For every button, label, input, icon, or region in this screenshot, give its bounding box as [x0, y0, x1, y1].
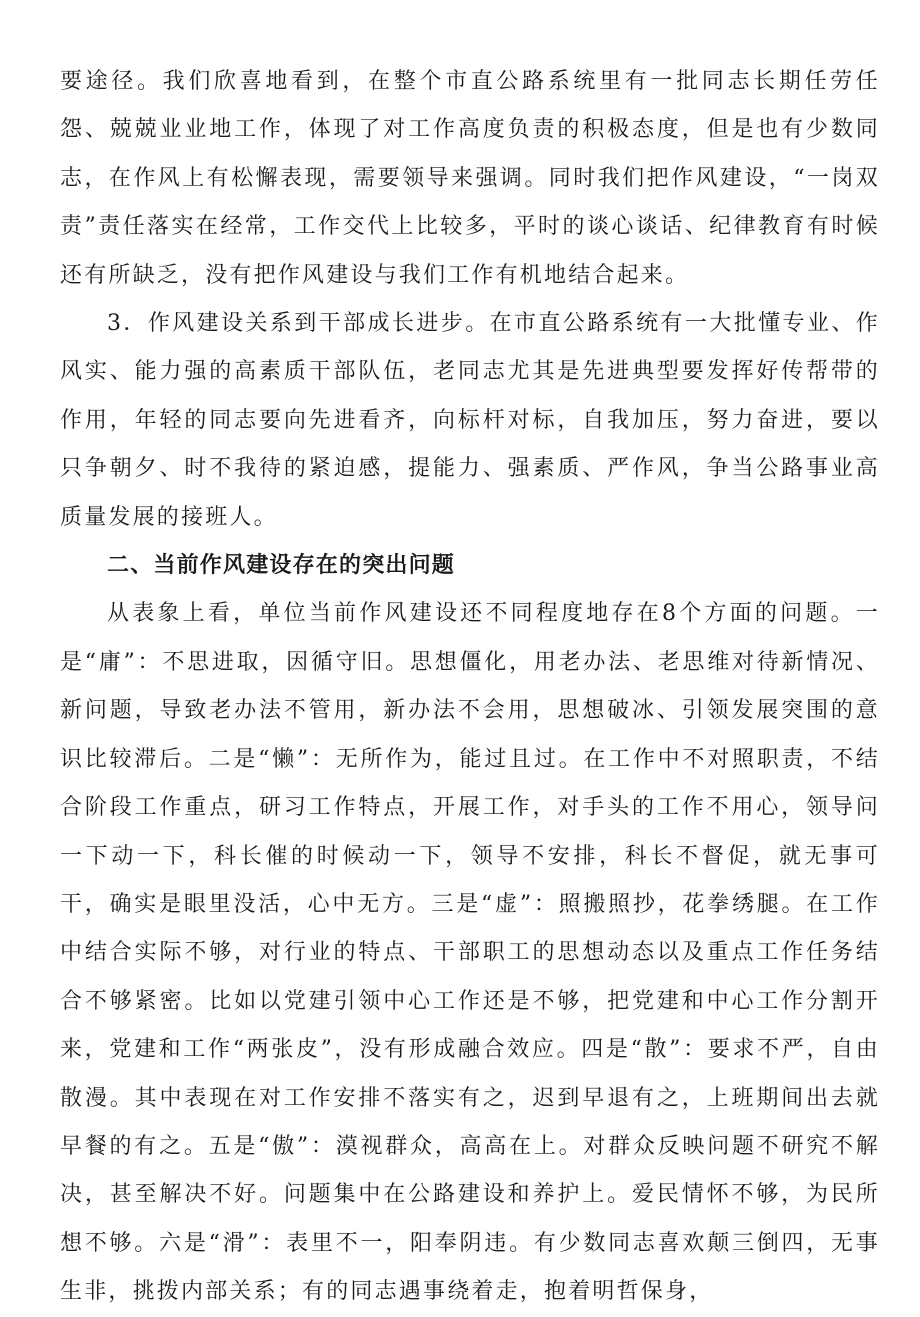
paragraph-item-3: 3．作风建设关系到干部成长进步。在市直公路系统有一大批懂专业、作风实、能力强的高素质干部队伍，老同志尤其是先进典型要发挥好传帮带的作用，年轻的同志要向先进看齐，向标杆对标，自我加压，努力奋进，要以只争朝夕、时不我待的紧迫感，提能力、强素质、严作风，争当公路事业高质量发展的接班人。	[60, 311, 880, 530]
section-heading: 二、当前作风建设存在的突出问题	[107, 553, 456, 579]
paragraph-problems: 从表象上看，单位当前作风建设还不同程度地存在8个方面的问题。一是“庸”：不思进取，因循守旧。思想僵化，用老办法、老思维对待新情况、新问题，导致老办法不管用，新办法不会用，思想破冰、引领发展突围的意识比较滞后。二是“懒”：无所作为，能过且过。在工作中不对照职责，不结合阶段工作重点，研习工作特点，开展工作，对手头的工作不用心，领导问一下动一下，科长催的时候动一下，领导不安排，科长不督促，就无事可干，确实是眼里没活，心中无方。三是“虚”：照搬照抄，花拳绣腿。在工作中结合实际不够，对行业的特点、干部职工的思想动态以及重点工作任务结合不够紧密。比如以党建引领中心工作还是不够，把党建和中心工作分割开来，党建和工作“两张皮”，没有形成融合效应。四是“散”：要求不严，自由散漫。其中表现在对工作安排不落实有之，迟到早退有之，上班期间出去就早餐的有之。五是“傲”：漠视群众，高高在上。对群众反映问题不研究不解决，甚至解决不好。问题集中在公路建设和养护上。爱民情怀不够，为民所想不够。六是“滑”：表里不一，阳奉阴违。有少数同志喜欢颠三倒四，无事生非，挑拨内部关系；有的同志遇事绕着走，抱着明哲保身，	[60, 601, 880, 1305]
document-page	[60, 58, 880, 1317]
paragraph-continuation: 要途径。我们欣喜地看到，在整个市直公路系统里有一批同志长期任劳任怨、兢兢业业地工作，体现了对工作高度负责的积极态度，但是也有少数同志，在作风上有松懈表现，需要领导来强调。同时我们把作风建设，“一岗双责”责任落实在经常，工作交代上比较多，平时的谈心谈话、纪律教育有时候还有所缺乏，没有把作风建设与我们工作有机地结合起来。	[60, 69, 880, 288]
